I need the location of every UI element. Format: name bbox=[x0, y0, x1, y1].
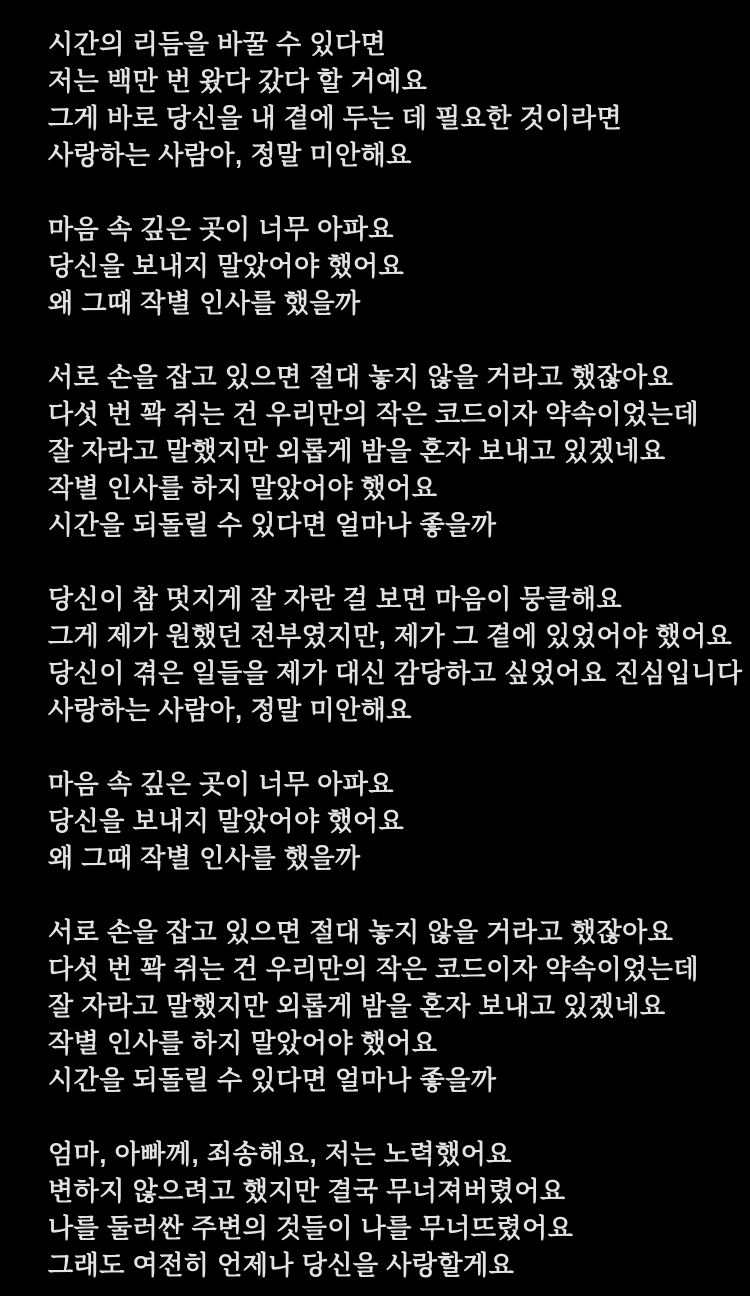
lyric-line: 저는 백만 번 왔다 갔다 할 거예요 bbox=[48, 66, 428, 96]
lyric-line: 당신을 보내지 말았어야 했어요 bbox=[48, 251, 405, 281]
lyric-line: 다섯 번 꽉 쥐는 건 우리만의 작은 코드이자 약속이었는데 bbox=[48, 399, 699, 429]
lyric-line: 왜 그때 작별 인사를 했을까 bbox=[48, 843, 361, 873]
lyrics-stanza-1 bbox=[48, 26, 730, 174]
lyric-line: 잘 자라고 말했지만 외롭게 밤을 혼자 보내고 있겠네요 bbox=[48, 991, 666, 1021]
lyric-line: 변하지 않으려고 했지만 결국 무너져버렸어요 bbox=[48, 1176, 566, 1206]
lyrics-stanza-4 bbox=[48, 581, 743, 729]
lyric-line: 작별 인사를 하지 말았어야 했어요 bbox=[48, 1028, 438, 1058]
lyric-line: 시간을 되돌릴 수 있다면 얼마나 좋을까 bbox=[48, 1065, 497, 1095]
lyric-line: 나를 둘러싼 주변의 것들이 나를 무너뜨렸어요 bbox=[48, 1213, 574, 1243]
lyrics-stanza-6 bbox=[48, 914, 730, 1099]
lyrics-stanza-2 bbox=[48, 211, 730, 322]
lyric-line: 잘 자라고 말했지만 외롭게 밤을 혼자 보내고 있겠네요 bbox=[48, 436, 666, 466]
lyric-line: 왜 그때 작별 인사를 했을까 bbox=[48, 288, 361, 318]
lyrics-stanza-3 bbox=[48, 359, 730, 544]
lyric-line: 그게 제가 원했던 전부였지만, 제가 그 곁에 있었어야 했어요 bbox=[48, 621, 733, 651]
lyric-line: 그래도 여전히 언제나 당신을 사랑할게요 bbox=[48, 1250, 515, 1280]
lyrics-stanza-5 bbox=[48, 766, 730, 877]
lyric-line: 마음 속 깊은 곳이 너무 아파요 bbox=[48, 214, 395, 244]
lyric-line: 당신이 겪은 일들을 제가 대신 감당하고 싶었어요 진심입니다 bbox=[48, 658, 743, 688]
lyrics-stanza-7 bbox=[48, 1136, 730, 1284]
lyric-line: 당신이 참 멋지게 잘 자란 걸 보면 마음이 뭉클해요 bbox=[48, 584, 623, 614]
lyric-line: 서로 손을 잡고 있으면 절대 놓지 않을 거라고 했잖아요 bbox=[48, 362, 674, 392]
lyric-line: 서로 손을 잡고 있으면 절대 놓지 않을 거라고 했잖아요 bbox=[48, 917, 674, 947]
lyric-line: 그게 바로 당신을 내 곁에 두는 데 필요한 것이라면 bbox=[48, 103, 623, 133]
lyric-line: 당신을 보내지 말았어야 했어요 bbox=[48, 806, 405, 836]
lyric-line: 마음 속 깊은 곳이 너무 아파요 bbox=[48, 769, 395, 799]
lyric-line: 시간을 되돌릴 수 있다면 얼마나 좋을까 bbox=[48, 510, 497, 540]
lyric-line: 사랑하는 사람아, 정말 미안해요 bbox=[48, 695, 412, 725]
lyric-line: 시간의 리듬을 바꿀 수 있다면 bbox=[48, 29, 387, 59]
lyric-line: 작별 인사를 하지 말았어야 했어요 bbox=[48, 473, 438, 503]
lyric-line: 사랑하는 사람아, 정말 미안해요 bbox=[48, 140, 412, 170]
lyric-line: 다섯 번 꽉 쥐는 건 우리만의 작은 코드이자 약속이었는데 bbox=[48, 954, 699, 984]
lyric-line: 엄마, 아빠께, 죄송해요, 저는 노력했어요 bbox=[48, 1139, 512, 1169]
